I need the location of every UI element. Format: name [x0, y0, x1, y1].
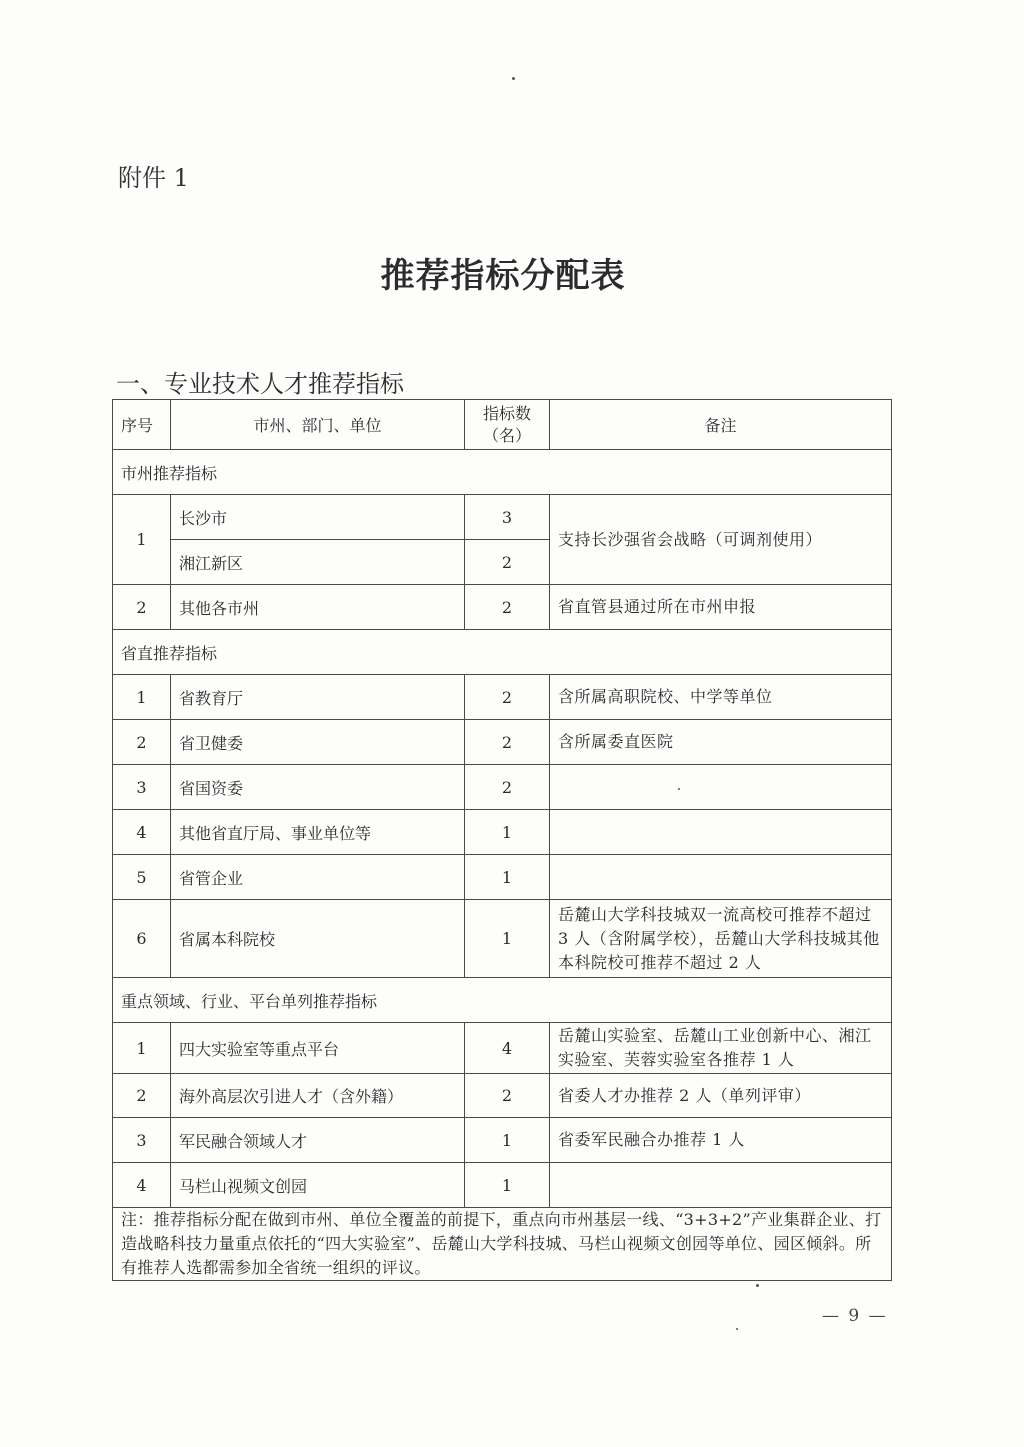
row-seq: 1 [113, 1023, 171, 1074]
scan-speck [678, 788, 680, 790]
row-quota: 2 [465, 765, 550, 810]
row-note [550, 1163, 892, 1208]
row-unit: 省属本科院校 [171, 900, 465, 978]
row-quota: 1 [465, 855, 550, 900]
header-quota-line2: （名） [482, 425, 531, 445]
row-seq: 4 [113, 1163, 171, 1208]
row-quota: 2 [465, 675, 550, 720]
row-quota: 4 [465, 1023, 550, 1074]
header-quota-line1: 指标数 [482, 403, 531, 423]
table-header-row [113, 400, 892, 450]
header-unit: 市州、部门、单位 [171, 400, 465, 450]
row-quota: 2 [465, 585, 550, 630]
footnote-row [113, 1208, 892, 1281]
table-row [113, 810, 892, 855]
row-unit: 湘江新区 [171, 540, 465, 585]
attachment-label: 附件 1 [118, 164, 189, 192]
table-row [113, 1074, 892, 1118]
group-row [113, 978, 892, 1023]
row-seq: 2 [113, 720, 171, 765]
row-quota: 1 [465, 900, 550, 978]
scan-speck [756, 1284, 759, 1287]
group-row [113, 630, 892, 675]
row-note: 省委人才办推荐 2 人（单列评审） [550, 1074, 892, 1118]
row-seq: 2 [113, 585, 171, 630]
header-note: 备注 [550, 400, 892, 450]
table-row [113, 1118, 892, 1163]
row-note: 含所属高职院校、中学等单位 [550, 675, 892, 720]
row-unit: 省教育厅 [171, 675, 465, 720]
row-seq: 4 [113, 810, 171, 855]
row-seq: 1 [113, 675, 171, 720]
row-quota: 1 [465, 1163, 550, 1208]
row-quota: 2 [465, 540, 550, 585]
row-unit: 马栏山视频文创园 [171, 1163, 465, 1208]
table-row [113, 855, 892, 900]
row-note: 省直管县通过所在市州申报 [550, 585, 892, 630]
row-note [550, 810, 892, 855]
row-seq: 1 [113, 495, 171, 585]
row-unit: 省管企业 [171, 855, 465, 900]
group-label: 市州推荐指标 [113, 450, 892, 495]
table-row [113, 1163, 892, 1208]
row-unit: 省国资委 [171, 765, 465, 810]
row-unit: 其他省直厅局、事业单位等 [171, 810, 465, 855]
row-quota: 1 [465, 810, 550, 855]
row-note: 岳麓山实验室、岳麓山工业创新中心、湘江实验室、芙蓉实验室各推荐 1 人 [550, 1023, 892, 1074]
scan-speck [736, 1328, 738, 1330]
row-seq: 2 [113, 1074, 171, 1118]
row-unit: 军民融合领域人才 [171, 1118, 465, 1163]
row-seq: 5 [113, 855, 171, 900]
row-note: 省委军民融合办推荐 1 人 [550, 1118, 892, 1163]
row-unit: 四大实验室等重点平台 [171, 1023, 465, 1074]
group-label: 省直推荐指标 [113, 630, 892, 675]
allocation-table [112, 399, 892, 1281]
row-note [550, 855, 892, 900]
header-quota [465, 400, 550, 450]
row-note: 含所属委直医院 [550, 720, 892, 765]
group-label: 重点领域、行业、平台单列推荐指标 [113, 978, 892, 1023]
row-unit: 长沙市 [171, 495, 465, 540]
table-row [113, 900, 892, 978]
scan-speck [512, 77, 515, 80]
table-row [113, 765, 892, 810]
row-seq: 3 [113, 1118, 171, 1163]
page-title: 推荐指标分配表 [380, 256, 626, 296]
row-quota: 3 [465, 495, 550, 540]
table-row [113, 495, 892, 540]
row-quota: 1 [465, 1118, 550, 1163]
header-seq: 序号 [113, 400, 171, 450]
table-row [113, 675, 892, 720]
row-note: 岳麓山大学科技城双一流高校可推荐不超过 3 人（含附属学校），岳麓山大学科技城其他本科院校可推荐不超过 2 人 [550, 900, 892, 978]
row-quota: 2 [465, 1074, 550, 1118]
row-note: 支持长沙强省会战略（可调剂使用） [550, 495, 892, 585]
row-unit: 海外高层次引进人才（含外籍） [171, 1074, 465, 1118]
row-seq: 6 [113, 900, 171, 978]
section-heading: 一、专业技术人才推荐指标 [116, 370, 404, 398]
row-quota: 2 [465, 720, 550, 765]
table-row [113, 1023, 892, 1074]
row-unit: 其他各市州 [171, 585, 465, 630]
table-row [113, 720, 892, 765]
page-number: — 9 — [822, 1306, 888, 1326]
row-seq: 3 [113, 765, 171, 810]
table-row [113, 585, 892, 630]
row-note [550, 765, 892, 810]
group-row [113, 450, 892, 495]
row-unit: 省卫健委 [171, 720, 465, 765]
table-footnote: 注：推荐指标分配在做到市州、单位全覆盖的前提下，重点向市州基层一线、“3+3+2”产业集群企业、打造战略科技力量重点依托的“四大实验室”、岳麓山大学科技城、马栏山视频文创园等单位、园区倾斜。所有推荐人选都需参加全省统一组织的评议。 [113, 1208, 892, 1281]
